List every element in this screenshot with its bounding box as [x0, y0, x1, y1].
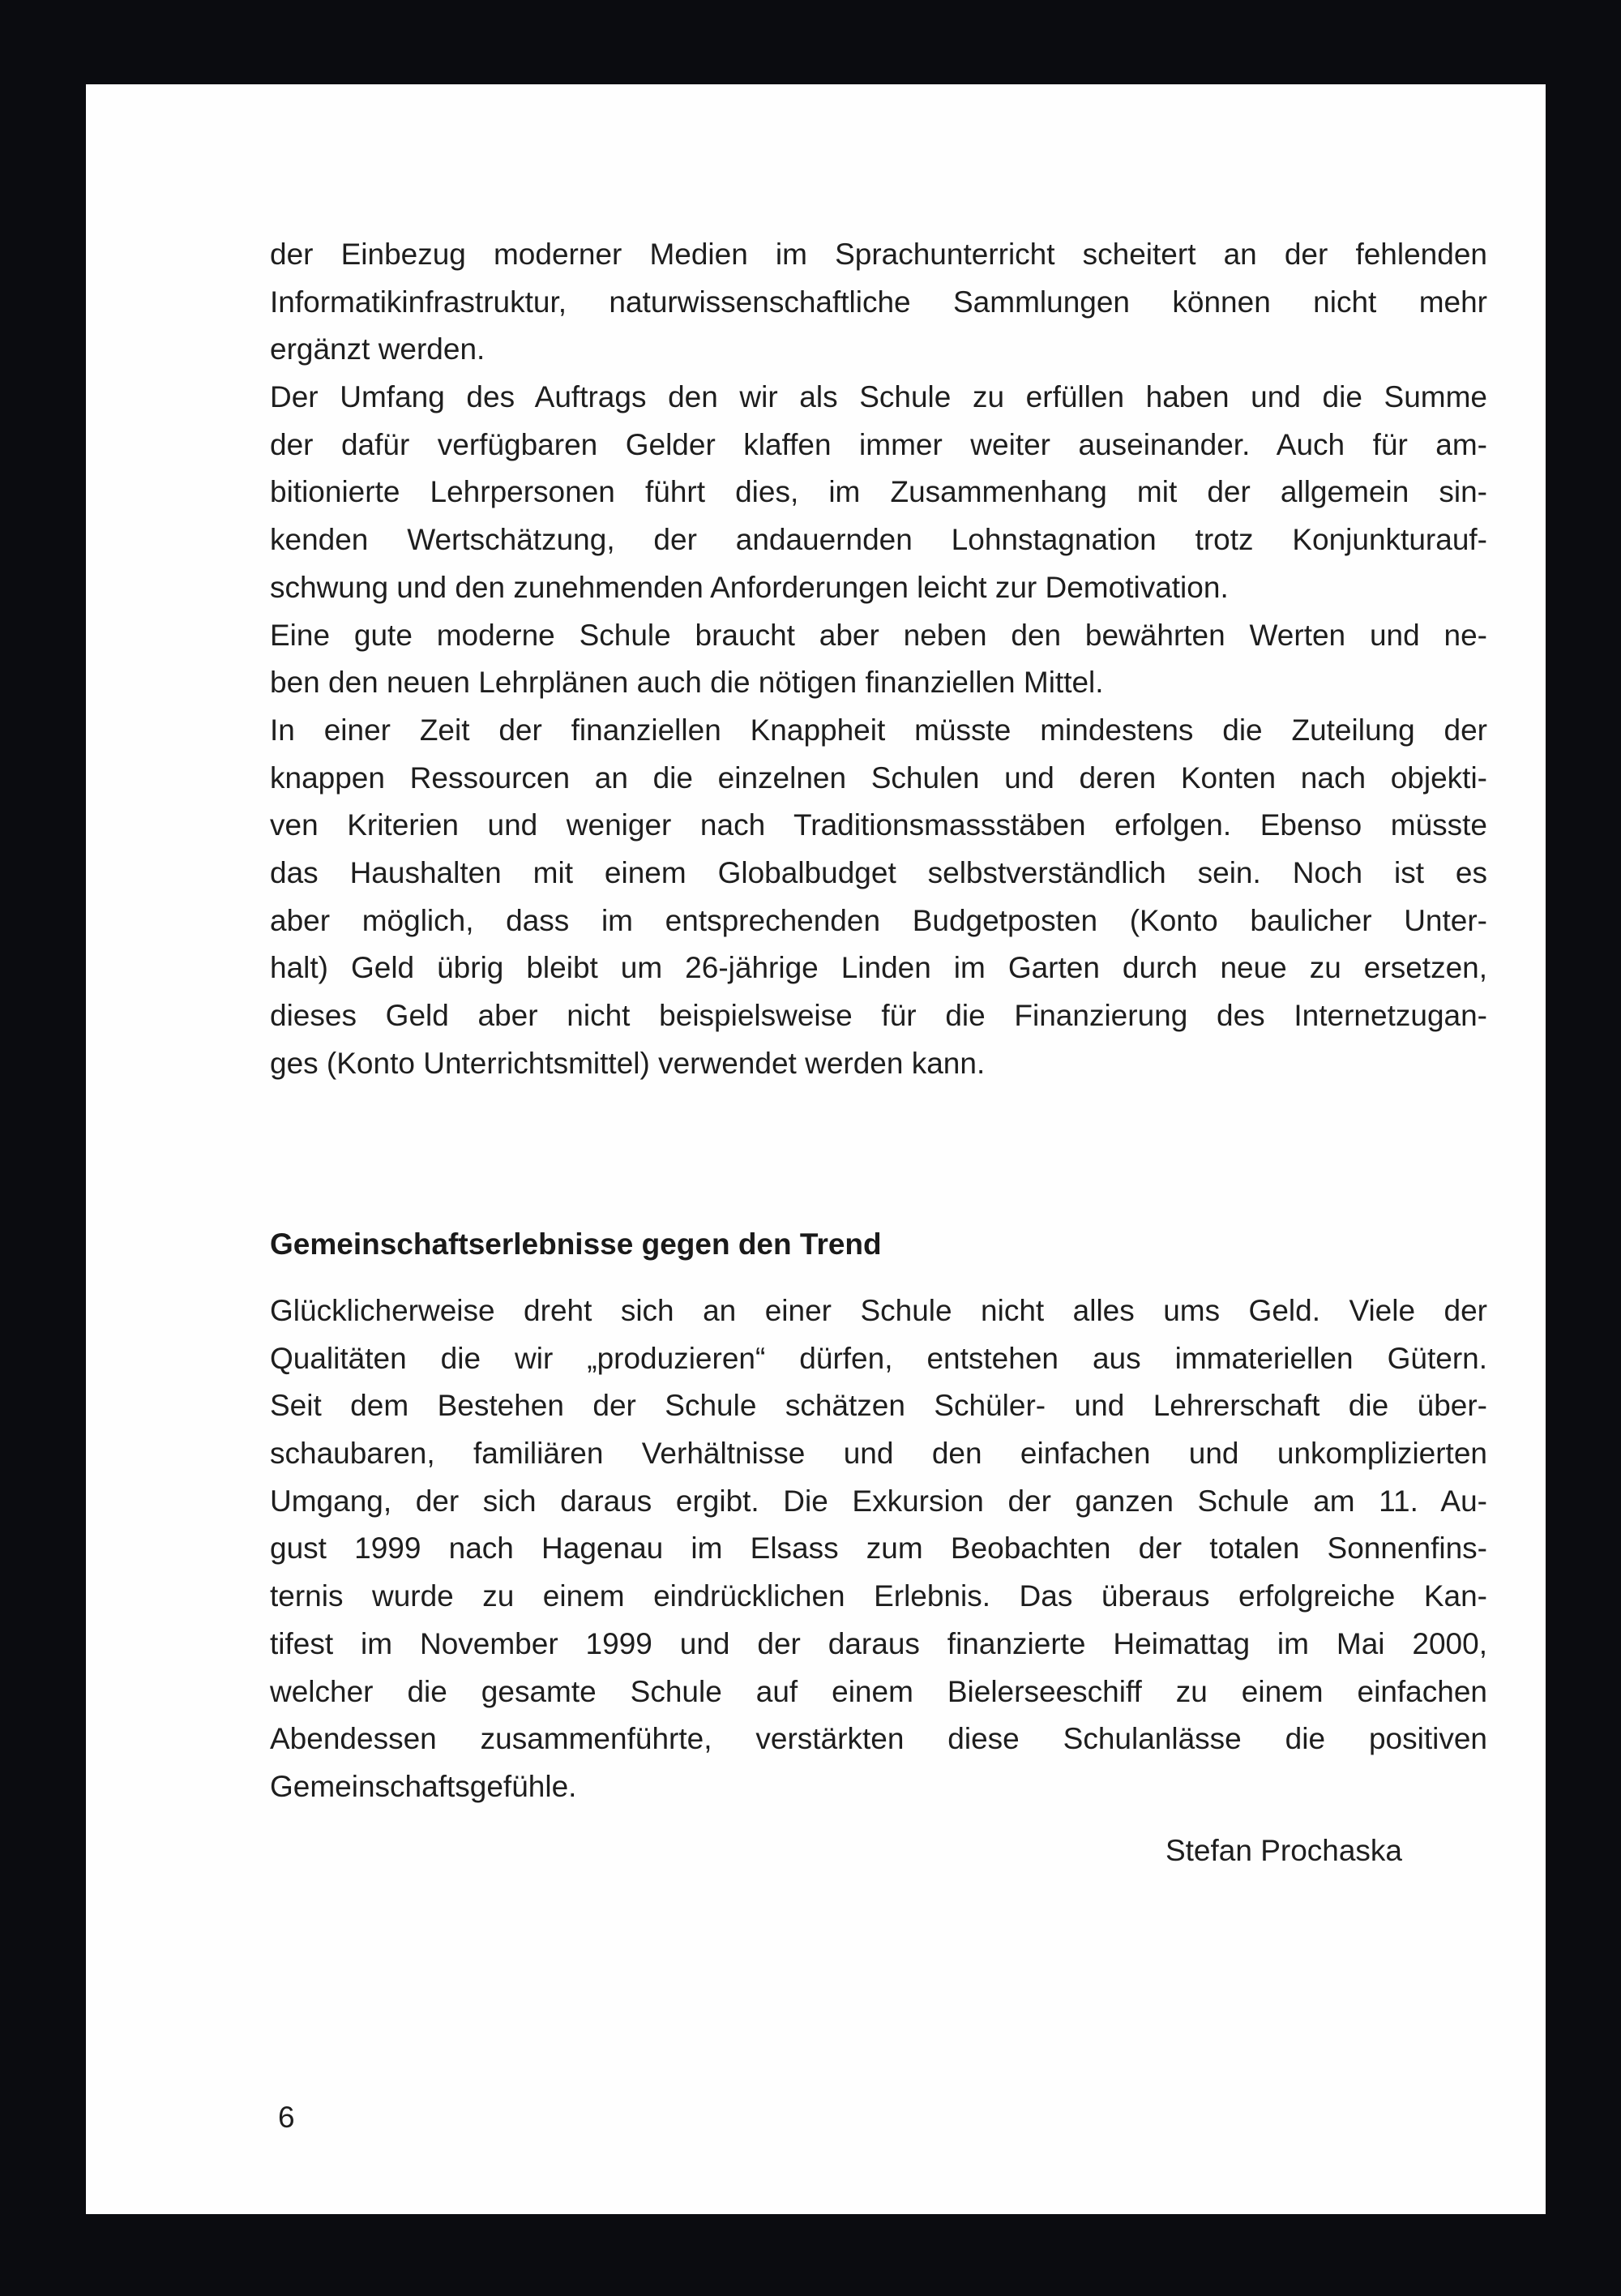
- section-heading: Gemeinschaftserlebnisse gegen den Trend: [270, 1227, 882, 1261]
- author-signature: Stefan Prochaska: [1165, 1834, 1402, 1867]
- text-line: ben den neuen Lehrplänen auch die nötigen finanziellen Mittel.: [270, 666, 1104, 700]
- text-line: Eine gute moderne Schule braucht aber neben den bewährten Werten und ne-: [270, 618, 1487, 652]
- text-line: welcher die gesamte Schule auf einem Bielerseeschiff zu einem einfachen: [270, 1674, 1487, 1708]
- text-line: halt) Geld übrig bleibt um 26-jährige Linden im Garten durch neue zu ersetzen,: [270, 951, 1487, 985]
- text-line: knappen Ressourcen an die einzelnen Schulen und deren Konten nach objekti-: [270, 760, 1487, 795]
- text-line: Seit dem Bestehen der Schule schätzen Schüler- und Lehrerschaft die über-: [270, 1389, 1487, 1423]
- text-line: schwung und den zunehmenden Anforderungen leicht zur Demotivation.: [270, 570, 1229, 604]
- text-line: aber möglich, dass im entsprechenden Budgetposten (Konto baulicher Unter-: [270, 903, 1487, 937]
- text-line: Qualitäten die wir „produzieren“ dürfen, entstehen aus immateriellen Gütern.: [270, 1341, 1487, 1375]
- text-line: schaubaren, familiären Verhältnisse und den einfachen und unkomplizierten: [270, 1437, 1487, 1471]
- text-line: ven Kriterien und weniger nach Traditionsmassstäben erfolgen. Ebenso müsste: [270, 808, 1487, 842]
- document-page: [86, 84, 1546, 2214]
- text-line: ternis wurde zu einem eindrücklichen Erlebnis. Das überaus erfolgreiche Kan-: [270, 1579, 1487, 1613]
- text-line: das Haushalten mit einem Globalbudget selbstverständlich sein. Noch ist es: [270, 855, 1487, 889]
- text-line: dieses Geld aber nicht beispielsweise für die Finanzierung des Internetzugan-: [270, 999, 1487, 1032]
- text-line: In einer Zeit der finanziellen Knappheit müsste mindestens die Zuteilung der: [270, 713, 1487, 747]
- text-line: Informatikinfrastruktur, naturwissenschaftliche Sammlungen können nicht mehr: [270, 285, 1487, 319]
- text-line: der dafür verfügbaren Gelder klaffen immer weiter auseinander. Auch für am-: [270, 427, 1487, 461]
- text-line: ges (Konto Unterrichtsmittel) verwendet werden kann.: [270, 1046, 986, 1080]
- text-line: Umgang, der sich daraus ergibt. Die Exkursion der ganzen Schule am 11. Au-: [270, 1484, 1487, 1518]
- text-line: bitionierte Lehrpersonen führt dies, im Zusammenhang mit der allgemein sin-: [270, 475, 1487, 509]
- text-line: kenden Wertschätzung, der andauernden Lohnstagnation trotz Konjunkturauf-: [270, 523, 1487, 557]
- text-line: der Einbezug moderner Medien im Sprachunterricht scheitert an der fehlenden: [270, 238, 1487, 271]
- text-line: Abendessen zusammenführte, verstärkten diese Schulanlässe die positiven: [270, 1722, 1487, 1756]
- text-line: Glücklicherweise dreht sich an einer Schule nicht alles ums Geld. Viele der: [270, 1294, 1487, 1327]
- body-paragraphs-bottom: [270, 1287, 1487, 1811]
- text-line: gust 1999 nach Hagenau im Elsass zum Beobachten der totalen Sonnenfins-: [270, 1531, 1487, 1566]
- text-line: ergänzt werden.: [270, 332, 485, 366]
- text-line: Gemeinschaftsgefühle.: [270, 1769, 577, 1803]
- body-paragraphs-top: [270, 231, 1487, 1087]
- text-line: tifest im November 1999 und der daraus finanzierte Heimattag im Mai 2000,: [270, 1626, 1487, 1660]
- page-number: 6: [278, 2101, 295, 2134]
- text-line: Der Umfang des Auftrags den wir als Schule zu erfüllen haben und die Summe: [270, 380, 1487, 414]
